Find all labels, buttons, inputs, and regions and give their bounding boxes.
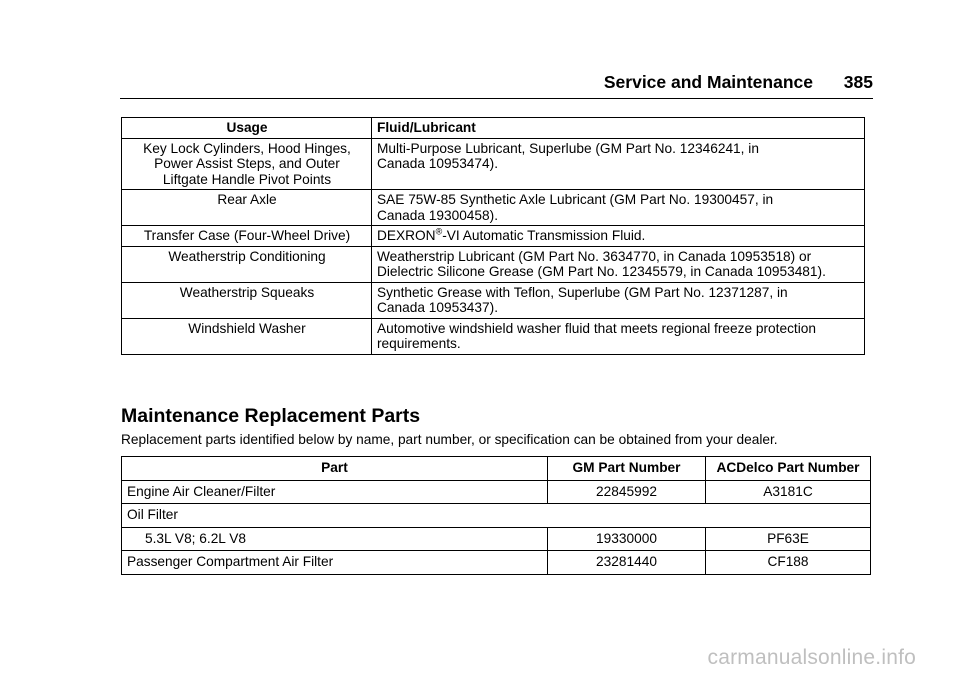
lubricant-cell xyxy=(372,282,865,318)
lubricant-line: Multi-Purpose Lubricant, Superlube (GM Part No. 12346241, in xyxy=(377,140,759,156)
gm-part-cell: 22845992 xyxy=(548,480,706,504)
lubricant-line: Canada 19300458). xyxy=(377,207,499,223)
usage-line: Power Assist Steps, and Outer xyxy=(154,156,340,171)
table-header-row xyxy=(122,457,871,481)
usage-line: Liftgate Handle Pivot Points xyxy=(162,171,332,187)
lubricant-line: SAE 75W-85 Synthetic Axle Lubricant (GM Part No. 19300457, in xyxy=(377,192,774,207)
usage-line: Key Lock Cylinders, Hood Hinges, xyxy=(143,140,351,156)
usage-cell: Rear Axle xyxy=(122,190,372,226)
lubricant-cell xyxy=(372,246,865,282)
lubricant-line: Dielectric Silicone Grease (GM Part No. 12345579, in Canada 10953481). xyxy=(377,264,826,279)
lubricant-line: Automotive windshield washer fluid that meets regional freeze protection xyxy=(377,320,816,336)
column-header-fluid: Fluid/Lubricant xyxy=(372,118,865,139)
parts-table xyxy=(121,456,871,575)
table-row xyxy=(122,480,871,504)
part-name-cell: Passenger Compartment Air Filter xyxy=(122,551,548,575)
usage-cell: Weatherstrip Squeaks xyxy=(122,282,372,318)
acdelco-part-cell: CF188 xyxy=(706,551,871,575)
usage-cell: Windshield Washer xyxy=(122,318,372,354)
lubricant-cell xyxy=(372,190,865,226)
table-row xyxy=(122,527,871,551)
page-header xyxy=(120,70,873,99)
lubricant-cell xyxy=(372,138,865,190)
column-header-acdelco-part: ACDelco Part Number xyxy=(706,457,871,481)
lubricant-text: -VI Automatic Transmission Fluid. xyxy=(442,228,646,243)
part-name-cell: 5.3L V8; 6.2L V8 xyxy=(122,527,548,551)
section-header-title: Service and Maintenance xyxy=(603,72,813,92)
part-group-cell: Oil Filter xyxy=(122,504,871,528)
lubricant-line: Weatherstrip Lubricant (GM Part No. 3634770, in Canada 10953518) or xyxy=(377,248,812,264)
usage-cell: Transfer Case (Four-Wheel Drive) xyxy=(122,226,372,247)
table-row xyxy=(122,504,871,528)
usage-cell: Weatherstrip Conditioning xyxy=(122,246,372,282)
page-number: 385 xyxy=(843,72,873,92)
lubricant-brand: DEXRON xyxy=(377,228,436,243)
usage-cell xyxy=(122,138,372,190)
acdelco-part-cell: A3181C xyxy=(706,480,871,504)
gm-part-cell: 23281440 xyxy=(548,551,706,575)
lubricant-line: Synthetic Grease with Teflon, Superlube (GM Part No. 12371287, in xyxy=(377,284,788,300)
column-header-part: Part xyxy=(122,457,548,481)
table-row xyxy=(122,282,865,318)
table-row xyxy=(122,226,865,247)
lubricant-line: Canada 10953474). xyxy=(377,156,499,171)
lubricant-table xyxy=(121,117,865,355)
table-row xyxy=(122,138,865,190)
registered-mark: ® xyxy=(435,226,443,237)
table-header-row xyxy=(122,118,865,139)
lubricant-cell xyxy=(372,318,865,354)
watermark: carmanualsonline.info xyxy=(707,646,916,669)
table-row xyxy=(122,318,865,354)
lubricant-cell xyxy=(372,226,865,247)
gm-part-cell: 19330000 xyxy=(548,527,706,551)
section-intro: Replacement parts identified below by name, part number, or specification can be obtained from your dealer. xyxy=(121,432,778,447)
column-header-usage: Usage xyxy=(122,118,372,139)
table-row xyxy=(122,551,871,575)
table-row xyxy=(122,246,865,282)
lubricant-line: requirements. xyxy=(377,336,461,351)
section-title: Maintenance Replacement Parts xyxy=(121,405,421,427)
lubricant-line: Canada 10953437). xyxy=(377,300,499,315)
column-header-gm-part: GM Part Number xyxy=(548,457,706,481)
part-name-cell: Engine Air Cleaner/Filter xyxy=(122,480,548,504)
table-row xyxy=(122,190,865,226)
acdelco-part-cell: PF63E xyxy=(706,527,871,551)
